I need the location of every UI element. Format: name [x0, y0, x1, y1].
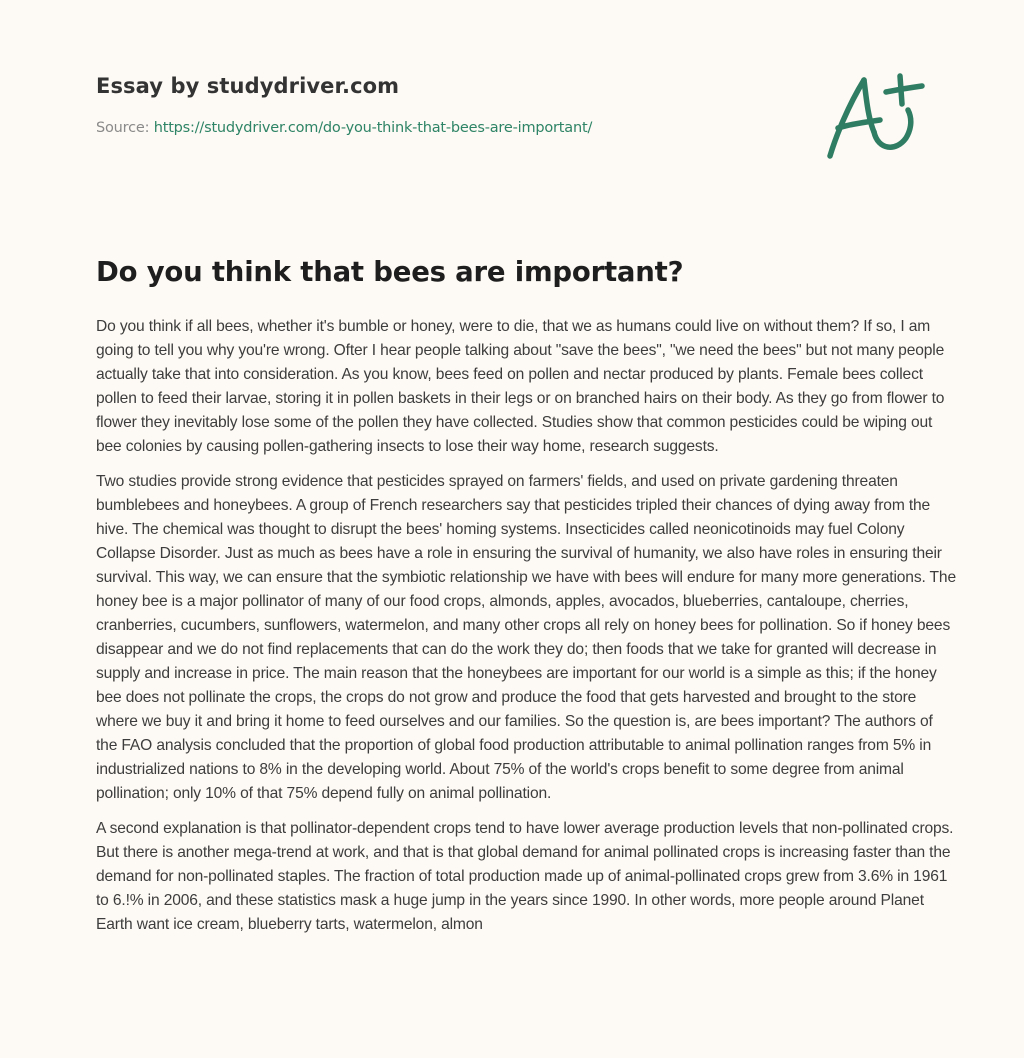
source-link[interactable]: https://studydriver.com/do-you-think-that-bees-are-important/ — [153, 120, 593, 136]
source-line — [96, 120, 936, 136]
essay-paragraph: A second explanation is that pollinator-dependent crops tend to have lower average production levels that non-pollinated crops. But there is another mega-trend at work, and that is that global demand for animal pollinated crops is increasing faster than the demand for non-pollinated staples. The fraction of total production made up of animal-pollinated crops grew from 3.6% in 1961 to 6.!% in 2006, and these statistics mask a huge jump in the years since 1990. In other words, more people around Planet Earth want ice cream, blueberry tarts, watermelon, almon — [96, 820, 954, 933]
essay-paragraph: Do you think if all bees, whether it's bumble or honey, were to die, that we as humans could live on without them? If so, I am going to tell you why you're wrong. Ofter I hear people talking about "save the bees", "we need the bees" but not many people actually take that into consideration. As you know, bees feed on pollen and nectar produced by plants. Female bees collect pollen to feed their larvae, storing it in pollen baskets in their legs or on branched hairs on their body. As they go from flower to flower they inevitably lose some of the pollen they have collected. Studies show that common pesticides could be wiping out bee colonies by causing pollen-gathering insects to lose their way home, research suggests. — [96, 318, 945, 455]
page-title: Do you think that bees are important? — [96, 256, 684, 288]
essay-header — [96, 74, 936, 136]
site-title: Essay by studydriver.com — [96, 74, 400, 98]
essay-body — [96, 315, 956, 948]
source-label: Source: — [96, 120, 150, 136]
essay-paragraph: Two studies provide strong evidence that pesticides sprayed on farmers' fields, and used on private gardening threaten bumblebees and honeybees. A group of French researchers say that pesticides tripled their chances of dying away from the hive. The chemical was thought to disrupt the bees' homing systems. Insecticides called neonicotinoids may fuel Colony Collapse Disorder. Just as much as bees have a role in ensuring the survival of humanity, we also have roles in ensuring their survival. This way, we can ensure that the symbiotic relationship we have with bees will endure for many more generations. The honey bee is a major pollinator of many of our food crops, almonds, apples, avocados, blueberries, cantaloupe, cherries, cranberries, cucumbers, sunflowers, watermelon, and many other crops all rely on honey bees for pollination. So if honey bees disappear and we do not find replacements that can do the work they do; then foods that we take for granted will decrease in supply and increase in price. The main reason that the honeybees are important for our world is a simple as this; if the honey bee does not pollinate the crops, the crops do not grow and produce the food that gets harvested and brought to the store where we buy it and bring it home to feed ourselves and our families. So the question is, are bees important? The authors of the FAO analysis concluded that the proportion of global food production attributable to animal pollination ranges from 5% in industrialized nations to 8% in the developing world. About 75% of the world's crops benefit to some degree from animal pollination; only 10% of that 75% depend fully on animal pollination. — [96, 473, 956, 802]
a-plus-grade-icon — [822, 66, 932, 166]
